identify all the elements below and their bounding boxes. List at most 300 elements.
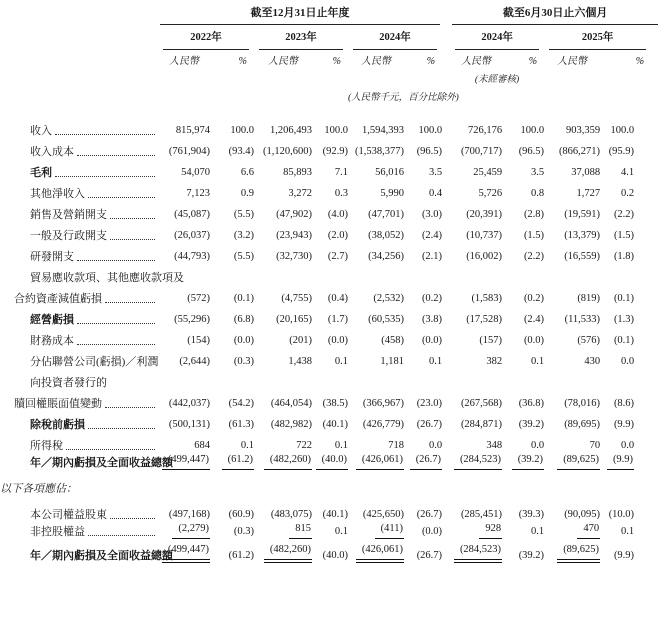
row-label [0, 543, 173, 567]
currency-header: 人民幣 [461, 56, 492, 67]
row-label-text: 非控股權益 [30, 526, 85, 538]
value-cell [404, 432, 442, 453]
value-cell [600, 117, 634, 138]
year-header [254, 25, 348, 50]
value-cell [254, 390, 312, 411]
table-row [0, 243, 660, 264]
value-cell [158, 390, 210, 411]
value: 726,176 [467, 125, 503, 136]
value-cell [404, 159, 442, 180]
row-label [0, 306, 158, 327]
row-label-text: 除稅前虧損 [30, 419, 85, 431]
value-cell [600, 243, 634, 264]
year-label: 2022年 [163, 25, 249, 50]
value-cell [312, 522, 348, 543]
value: 5,726 [478, 188, 503, 199]
row-label [0, 138, 158, 159]
value-cell [158, 432, 210, 453]
value: (4.0) [327, 209, 348, 220]
value-cell [254, 138, 312, 159]
value: (16,559) [564, 251, 601, 262]
value: 100.0 [230, 125, 254, 136]
value: (1.3) [613, 314, 635, 325]
table-row [0, 138, 660, 159]
value-cell [404, 327, 442, 348]
row-label [0, 432, 158, 453]
header-spacer [0, 105, 660, 117]
value: 0.0 [530, 440, 545, 451]
value: (482,260) [264, 543, 312, 563]
dot-leader [66, 448, 155, 450]
value: (366,967) [362, 398, 404, 409]
value-cell [600, 348, 634, 369]
value-cell [502, 453, 544, 474]
row-label-text: 銷售及營銷開支 [30, 209, 107, 221]
period-group-annual-title: 截至12月31日止年度 [160, 6, 440, 25]
value: (572) [187, 293, 210, 304]
value: (0.3) [233, 526, 254, 537]
value-cell [158, 453, 210, 474]
value: 25,459 [473, 167, 503, 178]
value-cell [254, 453, 312, 474]
value: (39.2) [518, 550, 545, 561]
value: (38.5) [322, 398, 348, 409]
value: (45,087) [174, 209, 210, 220]
value-cell [254, 201, 312, 222]
value: (47,902) [276, 209, 312, 220]
value-cell [254, 432, 312, 453]
value-cell [450, 327, 502, 348]
value-cell [158, 285, 210, 306]
value: 37,088 [571, 167, 601, 178]
value-cell [348, 201, 404, 222]
value: 5,990 [380, 188, 404, 199]
value: (60.9) [228, 509, 254, 520]
value: 1,727 [576, 188, 601, 199]
row-label-text: 向投資者發行的 [30, 377, 107, 389]
row-label [0, 390, 158, 411]
dot-leader [77, 343, 155, 345]
value: (2.2) [523, 251, 545, 262]
value: (1,583) [471, 293, 503, 304]
value: 100.0 [520, 125, 545, 136]
row-label-text: 一般及行政開支 [30, 230, 107, 242]
value-cell [544, 138, 600, 159]
value: (267,568) [460, 398, 503, 409]
value: (26.7) [416, 419, 443, 430]
value: (700,717) [460, 146, 503, 157]
value: (819) [577, 293, 601, 304]
value: (89,625) [557, 543, 600, 563]
dot-leader [105, 301, 155, 303]
value: 3.5 [530, 167, 545, 178]
value-cell [254, 348, 312, 369]
value: (761,904) [168, 146, 210, 157]
year-label: 2023年 [259, 25, 343, 50]
value-cell [450, 306, 502, 327]
value: 928 [479, 522, 502, 539]
value-cell [600, 411, 634, 432]
value: 56,016 [375, 167, 404, 178]
value: (2.2) [613, 209, 635, 220]
value-cell [210, 327, 254, 348]
value: (10.0) [608, 509, 635, 520]
dot-leader [110, 238, 155, 240]
value: (411) [375, 522, 404, 539]
value: 100.0 [324, 125, 348, 136]
value: (13,379) [564, 230, 601, 241]
value-cell [254, 522, 312, 543]
value: 0.1 [334, 356, 348, 367]
value: 0.0 [620, 356, 635, 367]
value-cell [404, 411, 442, 432]
value-cell [158, 411, 210, 432]
value: 0.4 [428, 188, 443, 199]
value-cell [158, 306, 210, 327]
period-group-interim-title: 截至6月30日止六個月 [452, 6, 658, 25]
row-label [0, 369, 660, 390]
value: (90,095) [564, 509, 601, 520]
value-cell [158, 543, 210, 567]
table-row [0, 432, 660, 453]
value: (6.8) [233, 314, 254, 325]
value: (95.9) [608, 146, 635, 157]
value-cell [254, 159, 312, 180]
value: (0.0) [523, 335, 545, 346]
value: (500,131) [168, 419, 210, 430]
value: (201) [289, 335, 312, 346]
value-cell [544, 348, 600, 369]
value: 0.0 [428, 440, 443, 451]
value-cell [254, 543, 312, 567]
value-cell [158, 117, 210, 138]
value: (26,037) [174, 230, 210, 241]
row-label-text: 合約資產減值虧損 [14, 293, 102, 305]
value-cell [312, 543, 348, 567]
year-label: 2024年 [353, 25, 437, 50]
dot-leader [110, 517, 155, 519]
value-cell [210, 522, 254, 543]
value: (3.8) [421, 314, 443, 325]
value: (39.2) [518, 419, 545, 430]
value: (5.5) [233, 251, 254, 262]
value: 815 [289, 522, 312, 539]
value-cell [404, 306, 442, 327]
row-label [0, 243, 158, 264]
value: (0.0) [421, 335, 443, 346]
table-row [0, 369, 660, 390]
value-cell [348, 159, 404, 180]
value: (40.0) [316, 453, 348, 470]
table-row [0, 306, 660, 327]
value: (40.1) [322, 419, 348, 430]
value-cell [544, 543, 600, 567]
value-cell [348, 138, 404, 159]
value: (285,451) [460, 509, 503, 520]
value: 0.1 [530, 526, 545, 537]
value: (5.5) [233, 209, 254, 220]
value-cell [544, 201, 600, 222]
period-group-interim [450, 6, 660, 25]
value-cell [502, 243, 544, 264]
row-label-text: 年／期內虧損及全面收益總額 [30, 457, 173, 469]
value: 100.0 [610, 125, 635, 136]
value-cell [348, 306, 404, 327]
value-cell [210, 222, 254, 243]
value: 430 [584, 356, 601, 367]
value: (92.9) [322, 146, 348, 157]
value-cell [450, 180, 502, 201]
dot-leader [88, 196, 155, 198]
value-cell [312, 411, 348, 432]
value: (154) [187, 335, 210, 346]
value-cell [544, 411, 600, 432]
value-cell [502, 306, 544, 327]
year-label: 2025年 [549, 25, 646, 50]
value-cell [348, 348, 404, 369]
value-cell [600, 327, 634, 348]
value-cell [158, 501, 210, 522]
value-cell [348, 180, 404, 201]
value-cell [158, 222, 210, 243]
value-cell [210, 348, 254, 369]
dot-leader [110, 217, 155, 219]
value-cell [600, 453, 634, 474]
row-label-text: 其他淨收入 [30, 188, 85, 200]
value-cell [312, 117, 348, 138]
row-label [0, 285, 158, 306]
value-cell [502, 138, 544, 159]
currency-header: 人民幣 [169, 56, 199, 67]
header-period-groups [0, 6, 660, 25]
value: (497,168) [168, 509, 210, 520]
value-cell [600, 159, 634, 180]
value: (78,016) [564, 398, 601, 409]
value: (23,943) [276, 230, 312, 241]
value-cell [348, 117, 404, 138]
value-cell [544, 243, 600, 264]
value: (0.0) [233, 335, 254, 346]
value-cell [312, 348, 348, 369]
value: (61.3) [228, 419, 254, 430]
value-cell [502, 285, 544, 306]
value: (4,755) [281, 293, 312, 304]
dot-leader [77, 259, 155, 261]
value-cell [348, 522, 404, 543]
value: (0.0) [421, 526, 443, 537]
value-cell [544, 117, 600, 138]
value: (26.7) [416, 550, 443, 561]
value-cell [312, 306, 348, 327]
year-header [348, 25, 442, 50]
value-cell [404, 138, 442, 159]
value: (93.4) [228, 146, 254, 157]
value: 54,070 [181, 167, 210, 178]
value: (16,002) [466, 251, 503, 262]
row-label [0, 180, 158, 201]
value: (2.0) [327, 230, 348, 241]
value: 903,359 [565, 125, 601, 136]
value-cell [348, 390, 404, 411]
value: 382 [486, 356, 503, 367]
row-label-text: 財務成本 [30, 335, 74, 347]
value: 0.1 [428, 356, 443, 367]
table-row [0, 543, 660, 567]
percent-header: % [332, 56, 341, 67]
table-row [0, 180, 660, 201]
value-cell [502, 522, 544, 543]
period-group-annual [158, 6, 442, 25]
dot-leader [88, 534, 155, 536]
table-row [0, 522, 660, 543]
value: 0.1 [240, 440, 254, 451]
value-cell [544, 390, 600, 411]
value-cell [210, 159, 254, 180]
value: (442,037) [168, 398, 210, 409]
row-label [0, 474, 660, 501]
value-cell [210, 201, 254, 222]
value-cell [450, 348, 502, 369]
table-row [0, 159, 660, 180]
value-cell [450, 222, 502, 243]
value-cell [450, 411, 502, 432]
value-cell [600, 432, 634, 453]
value-cell [544, 453, 600, 474]
value: 7,123 [186, 188, 210, 199]
table-row [0, 201, 660, 222]
value-cell [544, 327, 600, 348]
value: 1,206,493 [270, 125, 312, 136]
year-label: 2024年 [455, 25, 539, 50]
value-cell [158, 159, 210, 180]
value-cell [158, 201, 210, 222]
value-cell [254, 180, 312, 201]
value-cell [254, 327, 312, 348]
value: (0.1) [613, 335, 635, 346]
row-label [0, 411, 158, 432]
value: 0.2 [620, 188, 635, 199]
value-cell [254, 243, 312, 264]
dot-leader [88, 427, 155, 429]
header-years [0, 25, 660, 50]
value-cell [404, 201, 442, 222]
value: (0.2) [523, 293, 545, 304]
value-cell [502, 117, 544, 138]
value-cell [450, 243, 502, 264]
value-cell [502, 411, 544, 432]
table-row [0, 501, 660, 522]
value-cell [210, 117, 254, 138]
value: (2.4) [523, 314, 545, 325]
value-cell [404, 243, 442, 264]
value-cell [600, 390, 634, 411]
value: (9.9) [607, 453, 634, 470]
value: 1,181 [380, 356, 404, 367]
value: 0.3 [334, 188, 348, 199]
table-row [0, 285, 660, 306]
value-cell [450, 453, 502, 474]
value: (61.2) [228, 550, 254, 561]
value-cell [158, 522, 210, 543]
value-cell [404, 390, 442, 411]
value-cell [544, 285, 600, 306]
value: (20,391) [466, 209, 503, 220]
value-cell [450, 543, 502, 567]
value: (3.0) [421, 209, 443, 220]
value: 0.1 [620, 526, 635, 537]
value: (9.9) [613, 550, 635, 561]
value: 6.6 [240, 167, 254, 178]
value-cell [210, 243, 254, 264]
value: (464,054) [270, 398, 312, 409]
value-cell [502, 432, 544, 453]
row-label-text: 本公司權益股東 [30, 509, 107, 521]
value-cell [404, 522, 442, 543]
value-cell [544, 306, 600, 327]
value: 1,594,393 [362, 125, 404, 136]
value: (9.9) [613, 419, 635, 430]
table-row [0, 117, 660, 138]
value: (482,260) [264, 453, 312, 470]
table-row [0, 474, 660, 501]
value-cell [544, 222, 600, 243]
currency-header: 人民幣 [557, 56, 588, 67]
value: (426,061) [356, 453, 404, 470]
value-cell [210, 285, 254, 306]
table-row [0, 222, 660, 243]
value-cell [348, 327, 404, 348]
header-unaudited [0, 69, 660, 87]
value-cell [210, 306, 254, 327]
value: (8.6) [613, 398, 635, 409]
value: 1,438 [288, 356, 312, 367]
row-label-text: 研發開支 [30, 251, 74, 263]
value-cell [210, 180, 254, 201]
value: (2,279) [172, 522, 210, 539]
value: (40.1) [322, 509, 348, 520]
value: (3.2) [233, 230, 254, 241]
value-cell [544, 522, 600, 543]
row-label-text: 經營虧損 [30, 314, 74, 326]
dot-leader [55, 133, 155, 135]
value-cell [312, 327, 348, 348]
value: (26.7) [410, 453, 442, 470]
row-label [0, 159, 158, 180]
value: 100.0 [418, 125, 443, 136]
value: 3.5 [428, 167, 443, 178]
value-cell [312, 138, 348, 159]
value-cell [210, 138, 254, 159]
value: 684 [194, 440, 210, 451]
value-cell [544, 501, 600, 522]
value: (1.8) [613, 251, 635, 262]
value-cell [450, 138, 502, 159]
value-cell [502, 159, 544, 180]
value: (482,982) [270, 419, 312, 430]
value-cell [210, 501, 254, 522]
value-cell [312, 432, 348, 453]
value-cell [450, 159, 502, 180]
value: (483,075) [270, 509, 312, 520]
value: (17,528) [466, 314, 503, 325]
value-cell [404, 543, 442, 567]
page [0, 6, 660, 623]
value: 4.1 [620, 167, 635, 178]
value: (499,447) [162, 543, 210, 563]
value-cell [312, 501, 348, 522]
value-cell [450, 285, 502, 306]
value: 815,974 [175, 125, 210, 136]
